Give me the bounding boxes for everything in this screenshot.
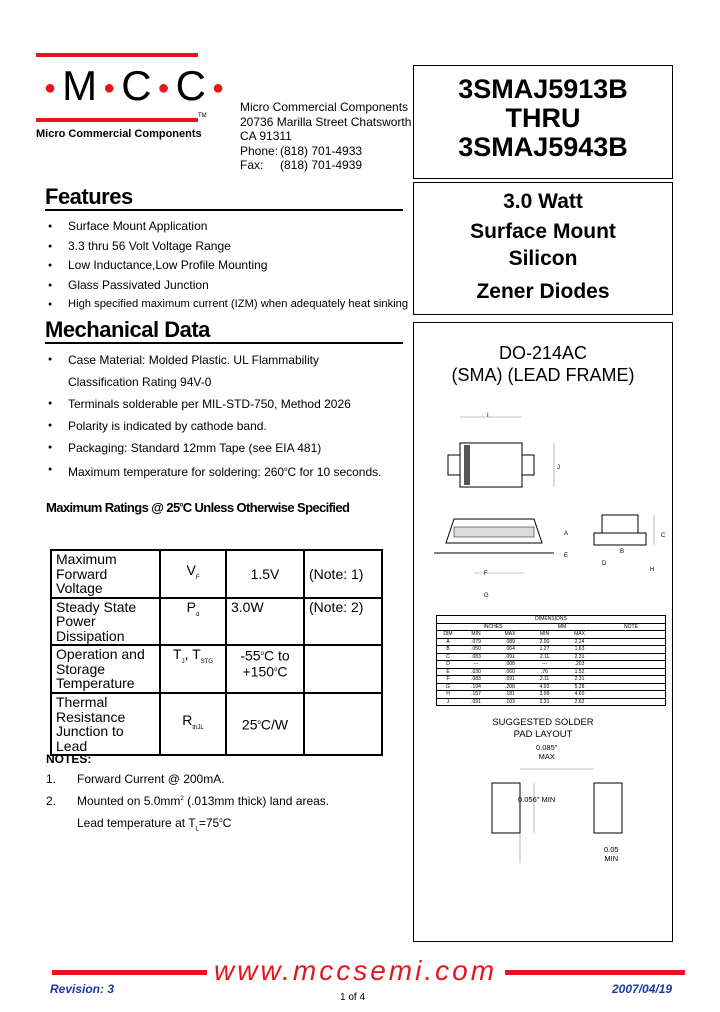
dim-cell: 2.31 (539, 698, 550, 705)
revision-date: 2007/04/19 (612, 982, 673, 996)
table-row (437, 639, 665, 647)
part-number-thru: THRU (505, 103, 581, 133)
list-item: ● Packaging: Standard 12mm Tape (see EIA 481) (46, 437, 382, 459)
dim-cell: 2.31 (574, 653, 585, 660)
dim-cell: J (446, 698, 450, 705)
features-list (46, 217, 408, 315)
value-cell: 3.0W (226, 598, 304, 646)
value-cell: -55$^o$C to $+150^oC$ (226, 645, 304, 693)
symbol-cell: $V_F$ (160, 550, 226, 598)
dim-cell: .050 (471, 646, 481, 652)
revision-label: Revision: 3 (50, 982, 115, 996)
dim-cell: .76 (541, 668, 548, 675)
note-2: 2. Mounted on $5.0mm^2$ (.013mm thick) land areas. (46, 794, 330, 808)
table-row (437, 691, 665, 699)
dim-cell: H (446, 691, 450, 697)
list-item: ● Surface Mount Application (46, 217, 408, 237)
dim-cell: 1.63 (574, 646, 585, 652)
logo-subtitle: Micro Commercial Components (36, 128, 202, 140)
company-name: Micro Commercial Components (240, 100, 409, 114)
dim-cell: 2.24 (574, 638, 585, 645)
pad-width: 0.085" MAX (536, 743, 558, 761)
dim-cell: --- (473, 661, 479, 667)
dims-title: DIMENSIONS (437, 616, 665, 624)
dim-cell: .060 (505, 668, 515, 675)
part-number-start: 3SMAJ5913B (458, 74, 628, 104)
symbol-cell: $T_J$, $T_{STG}$ (160, 645, 226, 693)
package-type: (SMA) (LEAD FRAME) (451, 365, 635, 385)
logo-bottom-bar (36, 118, 198, 122)
dims-group-header: INCHES MM NOTE (437, 624, 665, 632)
note-cell: (Note: 2) (304, 598, 382, 646)
mcc-logo: ●M ●C ●C ● (44, 62, 227, 109)
pad-gap: 0.05 MIN (604, 845, 619, 863)
company-address (240, 100, 411, 173)
footer-right-bar (505, 970, 685, 975)
footer-left-bar (52, 970, 207, 975)
dim-cell: 2.00 (539, 638, 550, 645)
website-link[interactable]: www.mccsemi.com (214, 955, 498, 986)
symbol-cell: $P_d$ (160, 598, 226, 646)
table-row (437, 669, 665, 677)
value-cell: 25$^o$C/W (226, 693, 304, 755)
part-number-box (413, 65, 673, 179)
description-box (413, 182, 673, 315)
note-3: Lead temperature at $T_L=75^oC$ (77, 816, 232, 833)
dim-cell: D (446, 661, 450, 667)
dim-cell: 4.93 (539, 683, 550, 690)
ratings-table (50, 549, 383, 756)
dim-cell: .079 (471, 638, 481, 645)
list-item: ● Maximum temperature for soldering: 260$^o$C for 10 seconds. (46, 459, 382, 483)
pad-height: 0.056" MIN (518, 795, 556, 804)
mechanical-rule (45, 342, 403, 344)
dim-cell: .203 (574, 661, 585, 667)
dim-cell: .030 (471, 668, 481, 675)
desc-wattage: 3.0 Watt (503, 190, 583, 213)
fax-row: Fax: (818) 701-4939 (240, 158, 363, 172)
dimensions-table (436, 615, 666, 706)
dim-cell: .157 (471, 691, 481, 697)
table-row (437, 699, 665, 706)
package-name: DO-214AC (498, 343, 588, 363)
package-box (413, 322, 673, 942)
dim-cell: 1.27 (539, 646, 550, 652)
dim-cell: C (446, 653, 450, 660)
dim-cell: .208 (505, 683, 515, 690)
table-row (51, 645, 382, 693)
value-cell: 1.5V (226, 550, 304, 598)
dim-letter: F (484, 571, 488, 577)
table-row (51, 693, 382, 755)
dim-letter: A (564, 531, 569, 537)
dim-cell: .091 (505, 653, 515, 660)
trademark-mark: TM (198, 113, 207, 119)
dim-cell: .008 (505, 661, 515, 667)
dim-cell: .181 (505, 691, 515, 697)
note-1: 1. Forward Current @ 200mA. (46, 772, 225, 786)
param-cell: Thermal Resistance Junction to Lead (51, 693, 160, 755)
dim-letter: B (620, 549, 625, 555)
street: 20736 Marilla Street Chatsworth (240, 114, 412, 129)
page-number: 1 of 4 (340, 992, 366, 1003)
dim-letter: J (557, 465, 560, 471)
table-row (437, 661, 665, 669)
dim-letter: C (661, 533, 666, 539)
list-item: ● Case Material: Molded Plastic. UL Flammability Classification Rating 94V-0 (46, 349, 382, 393)
dim-letter: H (650, 567, 655, 573)
dim-cell: 1.52 (574, 668, 585, 675)
table-row (437, 654, 665, 662)
list-item: ● Terminals solderable per MIL-STD-750, Method 2026 (46, 393, 382, 415)
notes-section (46, 752, 329, 840)
dim-letter: D (602, 561, 607, 567)
dim-cell: A (446, 638, 450, 645)
dim-cell: .083 (471, 653, 481, 660)
symbol-cell: $R_{thJL}$ (160, 693, 226, 755)
param-cell: Steady State Power Dissipation (51, 598, 160, 646)
param-cell: Maximum Forward Voltage (51, 550, 160, 598)
dim-cell: 4.60 (574, 691, 585, 697)
features-heading: Features (45, 184, 133, 209)
note-cell (304, 693, 382, 755)
list-item: ● Glass Passivated Junction (46, 276, 408, 296)
dim-cell: 2.62 (574, 698, 585, 705)
table-row (51, 598, 382, 646)
dim-cell: 3.99 (539, 691, 550, 697)
dim-cell: .089 (505, 638, 515, 645)
desc-mount: Surface Mount (470, 220, 616, 243)
dim-letter: E (564, 553, 569, 559)
dim-cell: 5.28 (574, 683, 585, 690)
notes-heading: NOTES: (46, 752, 92, 766)
ratings-title: Maximum Ratings @ 25$^o$C Unless Otherwise Specified (46, 500, 350, 515)
mechanical-list (46, 349, 382, 483)
dim-cell: .091 (505, 676, 515, 682)
list-item: ● Low Inductance,Low Profile Mounting (46, 256, 408, 276)
dim-cell: 2.31 (574, 676, 585, 682)
dim-cell: .091 (471, 698, 481, 705)
dim-letter: G (484, 593, 489, 599)
dim-cell: E (446, 668, 450, 675)
dim-cell: G (446, 683, 450, 690)
dim-cell: --- (542, 661, 547, 667)
note-cell (304, 645, 382, 693)
features-rule (45, 209, 403, 211)
phone-row: Phone: (818) 701-4933 (240, 143, 363, 158)
desc-type: Zener Diodes (476, 280, 610, 303)
logo-top-bar (36, 53, 198, 57)
note-cell: (Note: 1) (304, 550, 382, 598)
dim-letter: I (487, 413, 489, 419)
param-cell: Operation and Storage Temperature (51, 645, 160, 693)
desc-material: Silicon (508, 247, 578, 270)
list-item: ● High specified maximum current (IZM) when adequately heat sinking (46, 295, 408, 315)
part-number-end: 3SMAJ5943B (458, 132, 628, 162)
list-item: ● Polarity is indicated by cathode band. (46, 415, 382, 437)
table-row (437, 684, 665, 692)
city: CA 91311 (240, 129, 292, 143)
solder-title: SUGGESTED SOLDER PAD LAYOUT (492, 717, 594, 740)
dim-cell: B (446, 646, 450, 652)
dim-cell: .194 (471, 683, 481, 690)
solder-pad-drawing (414, 753, 672, 893)
package-drawing (414, 403, 672, 603)
table-row (51, 550, 382, 598)
mechanical-heading: Mechanical Data (45, 317, 210, 342)
dim-cell: .064 (505, 646, 515, 652)
dim-cell: .103 (505, 698, 515, 705)
dim-cell: F (446, 676, 450, 682)
dim-cell: 2.11 (539, 676, 550, 682)
list-item: ● 3.3 thru 56 Volt Voltage Range (46, 237, 408, 257)
dims-header: DIM MIN MAX MIN MAX (437, 631, 665, 639)
table-row (437, 646, 665, 654)
dim-cell: .083 (471, 676, 481, 682)
dim-cell: 2.11 (539, 653, 550, 660)
table-row (437, 676, 665, 684)
